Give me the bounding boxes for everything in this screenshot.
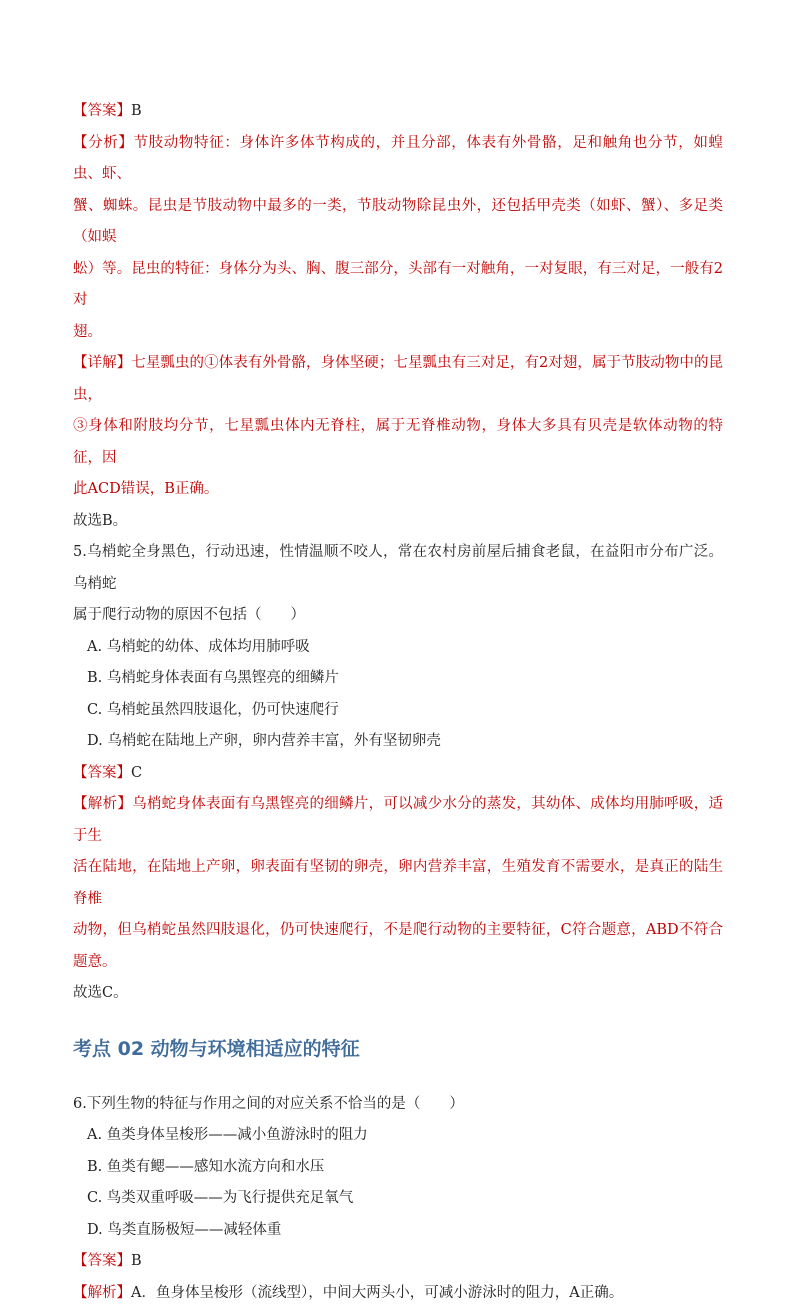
q5-answer [73,758,723,790]
explain-tag: 【解析】 [73,796,132,812]
answer-tag: 【答案】 [73,1253,131,1269]
q5-explanation [73,789,723,978]
q6-option-d: D. 鸟类直肠极短——减轻体重 [73,1215,723,1247]
q6-stem: 6.下列生物的特征与作用之间的对应关系不恰当的是（ ） [73,1089,723,1121]
detail-line: 此ACD错误，B正确。 [73,481,218,497]
section-heading: 考点 02 动物与环境相适应的特征 [73,1034,723,1061]
explain-text: A．鱼身体呈梭形（流线型），中间大两头小，可减小游泳时的阻力，A正确。 [131,1285,623,1301]
q6-answer [73,1246,723,1278]
q6-explanation [73,1278,723,1309]
detail-line: ③身体和附肢均分节，七星瓢虫体内无脊柱，属于无脊椎动物，身体大多具有贝壳是软体动物的特征，因 [73,418,723,466]
q4-analysis [73,128,723,349]
explain-line: 动物，但乌梢蛇虽然四肢退化，仍可快速爬行，不是爬行动物的主要特征，C符合题意，ABD不符合题意。 [73,922,723,970]
analysis-tag: 【分析】 [73,135,134,151]
q6-option-b: B. 鱼类有鳃——感知水流方向和水压 [73,1152,723,1184]
detail-line: 七星瓢虫的①体表有外骨骼，身体坚硬；七星瓢虫有三对足，有2对翅，属于节肢动物中的昆虫， [73,355,723,403]
q5-conclusion: 故选C。 [73,978,723,1010]
document-page [73,96,723,1309]
analysis-line: 蟹、蜘蛛。昆虫是节肢动物中最多的一类，节肢动物除昆虫外，还包括甲壳类（如虾、蟹）、多足类（如蜈 [73,198,723,246]
q4-conclusion: 故选B。 [73,506,723,538]
stem-line: 属于爬行动物的原因不包括（ ） [73,607,305,623]
answer-value: B [131,1253,142,1269]
q6-option-c: C. 鸟类双重呼吸——为飞行提供充足氧气 [73,1183,723,1215]
answer-tag: 【答案】 [73,103,131,119]
q5-option-c: C. 乌梢蛇虽然四肢退化，仍可快速爬行 [73,695,723,727]
answer-value: C [131,765,142,781]
explain-line: 活在陆地，在陆地上产卵，卵表面有坚韧的卵壳，卵内营养丰富，生殖发育不需要水，是真正的陆生脊椎 [73,859,723,907]
q5-stem [73,537,723,632]
q5-option-d: D. 乌梢蛇在陆地上产卵，卵内营养丰富，外有坚韧卵壳 [73,726,723,758]
analysis-line: 蚣）等。昆虫的特征：身体分为头、胸、腹三部分，头部有一对触角，一对复眼，有三对足，一般有2对 [73,261,723,309]
stem-line: 5.乌梢蛇全身黑色，行动迅速，性情温顺不咬人，常在农村房前屋后捕食老鼠，在益阳市分布广泛。乌梢蛇 [73,544,723,592]
q4-answer [73,96,723,128]
analysis-line: 节肢动物特征：身体许多体节构成的，并且分部，体表有外骨骼，足和触角也分节，如蝗虫、虾、 [73,135,723,183]
detail-tag: 【详解】 [73,355,131,371]
q6-option-a: A. 鱼类身体呈梭形——减小鱼游泳时的阻力 [73,1120,723,1152]
answer-tag: 【答案】 [73,765,131,781]
explain-tag: 【解析】 [73,1285,131,1301]
analysis-line: 翅。 [73,324,102,340]
q5-option-a: A. 乌梢蛇的幼体、成体均用肺呼吸 [73,632,723,664]
q4-detail [73,348,723,506]
answer-value: B [131,103,142,119]
q5-option-b: B. 乌梢蛇身体表面有乌黑铿亮的细鳞片 [73,663,723,695]
explain-line: 乌梢蛇身体表面有乌黑铿亮的细鳞片，可以减少水分的蒸发，其幼体、成体均用肺呼吸，适于生 [73,796,723,844]
